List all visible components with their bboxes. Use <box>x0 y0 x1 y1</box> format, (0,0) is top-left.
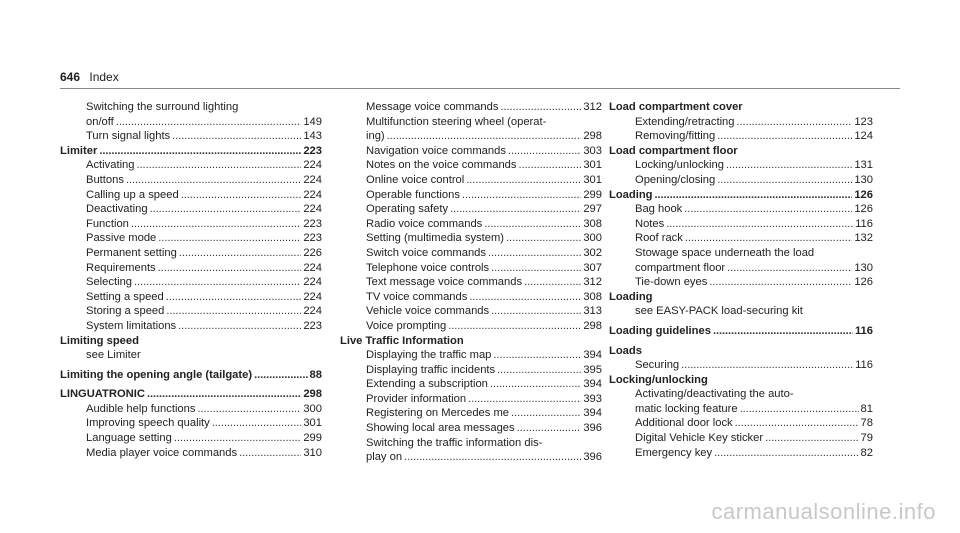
index-entry <box>340 319 602 334</box>
dot-leader <box>740 402 859 417</box>
page-reference: 149 <box>303 115 322 128</box>
dot-leader <box>490 377 581 392</box>
page-reference: 224 <box>303 305 322 318</box>
index-entry <box>60 158 322 173</box>
entry-text: play on <box>366 451 403 464</box>
dot-leader <box>172 129 301 144</box>
index-entry <box>60 446 322 461</box>
entry-text: Activating <box>86 159 135 172</box>
entry-text: Locking/unlocking <box>635 159 724 172</box>
dot-leader <box>508 144 581 159</box>
dot-leader <box>469 290 581 305</box>
dot-leader <box>497 363 581 378</box>
entry-text: Voice prompting <box>366 319 447 332</box>
dot-leader <box>387 129 582 144</box>
index-entry <box>340 100 602 115</box>
index-entry <box>609 431 873 446</box>
page-reference: 223 <box>303 232 322 245</box>
dot-leader <box>181 188 302 203</box>
dot-leader <box>448 319 581 334</box>
dot-leader <box>517 421 582 436</box>
dot-leader <box>524 275 581 290</box>
entry-text: Telephone voice controls <box>366 261 490 274</box>
page-reference: 394 <box>583 407 602 420</box>
index-heading <box>609 290 873 305</box>
entry-text: Load compartment cover <box>609 101 743 113</box>
index-entry <box>609 246 873 261</box>
dot-leader <box>212 416 302 431</box>
page-reference: 224 <box>303 159 322 172</box>
entry-text: Multifunction steering wheel (operat- <box>366 115 547 128</box>
page-reference: 301 <box>583 173 602 186</box>
index-entry <box>340 275 602 290</box>
page-reference: 395 <box>583 363 602 376</box>
entry-text: Roof rack <box>635 232 683 245</box>
entry-text: Loading <box>609 290 653 303</box>
entry-text: Selecting <box>86 276 133 289</box>
index-column-1 <box>60 100 322 460</box>
page-reference: 223 <box>303 319 322 332</box>
index-heading <box>609 373 873 388</box>
index-entry <box>340 406 602 421</box>
index-entry <box>60 217 322 232</box>
index-entry <box>609 304 873 319</box>
index-entry <box>60 115 322 130</box>
section-title: Index <box>89 70 119 84</box>
entry-text: Switching the surround lighting <box>86 101 239 113</box>
dot-leader <box>500 100 581 115</box>
dot-leader <box>150 202 302 217</box>
index-entry <box>609 231 873 246</box>
page-reference: 116 <box>855 217 873 230</box>
index-entry <box>60 188 322 203</box>
index-entry <box>609 387 873 402</box>
page-reference: 312 <box>583 101 602 113</box>
entry-text: Loading guidelines <box>609 324 711 337</box>
index-heading <box>60 334 322 349</box>
entry-text: Turn signal lights <box>86 130 171 143</box>
entry-text: Live Traffic Information <box>340 334 464 347</box>
page-reference: 298 <box>303 388 322 401</box>
dot-leader <box>158 261 302 276</box>
page-reference: 224 <box>303 203 322 216</box>
index-entry <box>340 363 602 378</box>
index-entry <box>340 202 602 217</box>
page-reference: 126 <box>854 203 873 216</box>
entry-text: Activating/deactivating the auto- <box>635 388 794 401</box>
entry-text: Radio voice commands <box>366 217 483 230</box>
page-reference: 308 <box>583 217 602 230</box>
index-entry <box>340 217 602 232</box>
entry-text: Vehicle voice commands <box>366 305 490 318</box>
page-reference: 396 <box>583 422 602 435</box>
dot-leader <box>137 158 302 173</box>
page-reference: 224 <box>303 276 322 289</box>
entry-text: Setting a speed <box>86 290 164 303</box>
entry-text: ing) <box>366 130 385 143</box>
dot-leader <box>655 188 853 203</box>
dot-leader <box>726 158 852 173</box>
index-entry <box>609 158 873 173</box>
dot-leader <box>506 231 581 246</box>
dot-leader <box>717 129 852 144</box>
dot-leader <box>466 173 581 188</box>
dot-leader <box>681 358 853 373</box>
index-entry <box>609 217 873 232</box>
page-reference: 298 <box>583 319 602 332</box>
index-entry <box>609 173 873 188</box>
index-entry <box>609 358 873 373</box>
entry-text: Additional door lock <box>635 417 733 430</box>
index-entry <box>340 290 602 305</box>
entry-text: Provider information <box>366 392 467 405</box>
index-entry <box>609 275 873 290</box>
dot-leader <box>134 275 301 290</box>
index-heading <box>609 144 873 159</box>
page-reference: 307 <box>583 261 602 274</box>
dot-leader <box>685 231 852 246</box>
entry-text: Emergency key <box>635 446 713 459</box>
index-entry <box>340 421 602 436</box>
page-reference: 126 <box>854 276 873 289</box>
entry-text: Notes <box>635 217 665 230</box>
entry-text: Loading <box>609 188 653 201</box>
entry-text: Displaying the traffic map <box>366 349 492 362</box>
entry-text: Displaying traffic incidents <box>366 363 496 376</box>
index-heading <box>340 334 602 349</box>
page-reference: 310 <box>303 446 322 459</box>
index-entry <box>340 144 602 159</box>
entry-text: Passive mode <box>86 232 157 245</box>
entry-text: Locking/unlocking <box>609 373 708 386</box>
entry-text: Tie-down eyes <box>635 276 708 289</box>
page-reference: 131 <box>854 159 873 172</box>
entry-text: Removing/fitting <box>635 130 716 143</box>
index-heading <box>609 324 873 339</box>
index-entry <box>60 202 322 217</box>
dot-leader <box>511 406 581 421</box>
dot-leader <box>178 319 301 334</box>
index-entry <box>60 290 322 305</box>
dot-leader <box>404 450 581 465</box>
index-entry <box>60 416 322 431</box>
page-reference: 130 <box>854 173 873 186</box>
dot-leader <box>765 431 858 446</box>
entry-text: Operating safety <box>366 203 449 216</box>
dot-leader <box>468 392 581 407</box>
entry-text: Buttons <box>86 173 124 186</box>
dot-leader <box>116 115 302 130</box>
index-entry <box>340 188 602 203</box>
dot-leader <box>99 144 301 159</box>
index-entry <box>340 158 602 173</box>
dot-leader <box>239 446 301 461</box>
index-heading <box>609 100 873 115</box>
header-divider <box>60 88 900 89</box>
dot-leader <box>126 173 301 188</box>
entry-text: Calling up a speed <box>86 188 179 201</box>
index-entry <box>60 275 322 290</box>
index-entry <box>609 402 873 417</box>
entry-text: Extending a subscription <box>366 378 488 391</box>
index-entry <box>340 348 602 363</box>
entry-text: Switching the traffic information dis- <box>366 436 543 449</box>
entry-text: Deactivating <box>86 203 148 216</box>
page-reference: 298 <box>583 130 602 143</box>
index-entry <box>340 173 602 188</box>
dot-leader <box>131 217 301 232</box>
index-entry <box>60 231 322 246</box>
page-reference: 301 <box>583 159 602 172</box>
page-reference: 313 <box>583 305 602 318</box>
page-reference: 81 <box>860 402 873 415</box>
index-entry <box>609 261 873 276</box>
entry-text: Registering on Mercedes me <box>366 407 510 420</box>
page-reference: 299 <box>583 188 602 201</box>
entry-text: System limitations <box>86 319 177 332</box>
dot-leader <box>179 246 302 261</box>
page-reference: 312 <box>583 276 602 289</box>
page-number: 646 <box>60 70 81 84</box>
dot-leader <box>488 246 581 261</box>
entry-text: TV voice commands <box>366 290 468 303</box>
index-entry <box>609 129 873 144</box>
index-entry <box>609 416 873 431</box>
index-entry <box>60 402 322 417</box>
page-reference: 224 <box>303 261 322 274</box>
entry-text: see EASY-PACK load-securing kit <box>635 305 803 318</box>
entry-text: matic locking feature <box>635 402 738 415</box>
page-reference: 224 <box>303 188 322 201</box>
entry-text: Limiting speed <box>60 334 139 347</box>
dot-leader <box>684 202 852 217</box>
entry-text: Loads <box>609 344 642 357</box>
entry-text: Message voice commands <box>366 101 499 113</box>
page-reference: 88 <box>309 368 322 381</box>
dot-leader <box>666 217 853 232</box>
index-entry <box>60 304 322 319</box>
index-entry <box>60 261 322 276</box>
page-reference: 123 <box>854 115 873 128</box>
entry-text: Permanent setting <box>86 246 177 259</box>
page-reference: 308 <box>583 290 602 303</box>
dot-leader <box>158 231 301 246</box>
entry-text: Digital Vehicle Key sticker <box>635 432 764 445</box>
entry-text: on/off <box>86 115 114 128</box>
index-entry <box>609 202 873 217</box>
entry-text: Notes on the voice commands <box>366 159 517 172</box>
page-reference: 132 <box>854 232 873 245</box>
page-reference: 130 <box>854 261 873 274</box>
page-reference: 394 <box>583 349 602 362</box>
index-entry <box>60 246 322 261</box>
index-entry <box>340 392 602 407</box>
entry-text: Bag hook <box>635 203 683 216</box>
index-entry <box>609 115 873 130</box>
entry-text: Language setting <box>86 432 172 445</box>
page-reference: 396 <box>583 451 602 464</box>
index-entry <box>340 377 602 392</box>
index-heading <box>60 368 322 383</box>
dot-leader <box>174 431 301 446</box>
index-entry <box>340 115 602 130</box>
dot-leader <box>462 188 581 203</box>
page-reference: 297 <box>583 203 602 216</box>
dot-leader <box>493 348 581 363</box>
index-entry <box>340 129 602 144</box>
page-reference: 224 <box>303 173 322 186</box>
index-entry <box>60 319 322 334</box>
entry-text: Load compartment floor <box>609 144 738 157</box>
entry-text: Extending/retracting <box>635 115 735 128</box>
page-header <box>60 70 119 84</box>
dot-leader <box>166 290 302 305</box>
index-entry <box>340 436 602 451</box>
page-reference: 116 <box>855 359 873 372</box>
index-heading <box>609 344 873 359</box>
page-reference: 124 <box>854 130 873 143</box>
index-entry <box>340 231 602 246</box>
index-entry <box>340 450 602 465</box>
dot-leader <box>197 402 301 417</box>
page-reference: 301 <box>303 417 322 430</box>
dot-leader <box>491 261 581 276</box>
dot-leader <box>519 158 582 173</box>
entry-text: Opening/closing <box>635 173 716 186</box>
dot-leader <box>491 304 581 319</box>
page-reference: 143 <box>303 130 322 143</box>
entry-text: Setting (multimedia system) <box>366 232 505 245</box>
dot-leader <box>737 115 853 130</box>
index-entry <box>60 348 322 363</box>
entry-text: Media player voice commands <box>86 446 238 459</box>
page-reference: 126 <box>854 188 873 201</box>
page-reference: 300 <box>583 232 602 245</box>
watermark: carmanualsonline.info <box>711 499 936 524</box>
page-reference: 223 <box>303 217 322 230</box>
index-heading <box>60 144 322 159</box>
index-entry <box>60 173 322 188</box>
page-reference: 224 <box>303 290 322 303</box>
dot-leader <box>254 368 307 383</box>
index-heading <box>609 188 873 203</box>
entry-text: Function <box>86 217 129 230</box>
page-reference: 393 <box>583 392 602 405</box>
dot-leader <box>450 202 581 217</box>
entry-text: Audible help functions <box>86 402 196 415</box>
page-reference: 78 <box>860 417 873 430</box>
index-entry <box>340 304 602 319</box>
entry-text: Limiting the opening angle (tailgate) <box>60 368 253 381</box>
entry-text: Improving speech quality <box>86 417 210 430</box>
page-reference: 82 <box>860 446 873 459</box>
entry-text: Storing a speed <box>86 305 165 318</box>
dot-leader <box>484 217 581 232</box>
dot-leader <box>166 304 301 319</box>
page-reference: 394 <box>583 378 602 391</box>
entry-text: Online voice control <box>366 173 465 186</box>
entry-text: Requirements <box>86 261 156 274</box>
index-entry <box>340 261 602 276</box>
index-column-3 <box>609 100 873 460</box>
page-reference: 303 <box>583 144 602 157</box>
page-reference: 223 <box>303 144 322 157</box>
entry-text: see Limiter <box>86 349 141 362</box>
index-entry <box>60 431 322 446</box>
index-heading <box>60 387 322 402</box>
page-reference: 116 <box>854 324 873 337</box>
index-entry <box>340 246 602 261</box>
entry-text: Limiter <box>60 144 98 157</box>
page-reference: 226 <box>303 246 322 259</box>
entry-text: Stowage space underneath the load <box>635 246 815 259</box>
entry-text: LINGUATRONIC <box>60 388 145 401</box>
entry-text: Switch voice commands <box>366 246 486 259</box>
dot-leader <box>727 261 852 276</box>
index-entry <box>609 446 873 461</box>
entry-text: compartment floor <box>635 261 726 274</box>
dot-leader <box>735 416 859 431</box>
entry-text: Securing <box>635 359 680 372</box>
page-reference: 299 <box>303 432 322 445</box>
dot-leader <box>709 275 852 290</box>
index-entry <box>60 129 322 144</box>
entry-text: Operable functions <box>366 188 460 201</box>
page-reference: 302 <box>583 246 602 259</box>
index-column-2 <box>340 100 602 465</box>
dot-leader <box>713 324 853 339</box>
page-reference: 79 <box>860 432 873 445</box>
entry-text: Text message voice commands <box>366 276 523 289</box>
index-entry <box>60 100 322 115</box>
page-reference: 300 <box>303 402 322 415</box>
dot-leader <box>147 387 301 402</box>
entry-text: Showing local area messages <box>366 422 515 435</box>
entry-text: Navigation voice commands <box>366 144 506 157</box>
dot-leader <box>717 173 852 188</box>
dot-leader <box>714 446 858 461</box>
